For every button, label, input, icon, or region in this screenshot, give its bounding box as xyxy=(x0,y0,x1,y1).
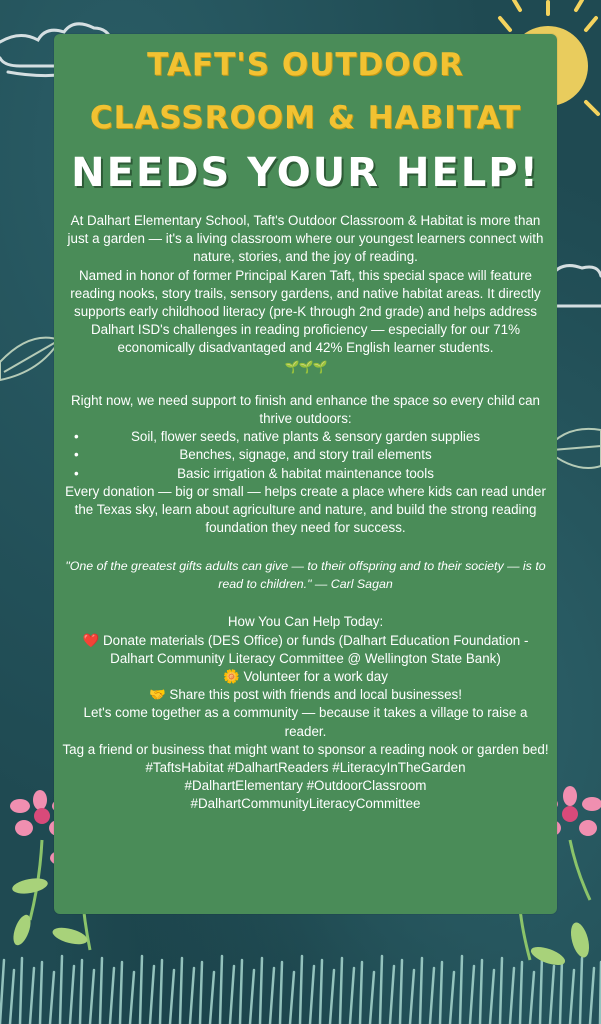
grass-border xyxy=(0,956,601,1024)
help-volunteer: 🌼 Volunteer for a work day xyxy=(223,669,388,685)
list-item: • Soil, flower seeds, native plants & sensory garden supplies xyxy=(62,428,549,446)
hashtags: #TaftsHabitat #DalhartReaders #LiteracyInTheGarden xyxy=(145,760,466,776)
hashtags: #DalhartElementary #OutdoorClassroom xyxy=(184,778,427,794)
leaf-icon xyxy=(0,338,60,380)
list-item: • Benches, signage, and story trail elements xyxy=(62,446,549,464)
intro-paragraph-2: Named in honor of former Principal Karen Taft, this special space will feature reading nooks, story trails, sensory gardens, and native habitat areas. It directly supports early childhood literacy (pre-K through 2nd grade) and helps address Dalhart ISD's challenges in reading proficiency — especially for our 71% economically disadvantaged and 42% English learner students. xyxy=(70,267,541,356)
help-together: Let's come together as a community — because it takes a village to raise a reader. xyxy=(83,705,528,739)
needs-lead: Right now, we need support to finish and enhance the space so every child can thrive outdoors: xyxy=(71,392,540,427)
sprout-divider: 🌱🌱🌱 xyxy=(284,359,327,374)
help-donate: ❤️ Donate materials (DES Office) or funds (Dalhart Education Foundation - Dalhart Community Literacy Committee @ Wellington State Bank) xyxy=(82,632,529,666)
help-tag: Tag a friend or business that might want to sponsor a reading nook or garden bed! xyxy=(62,741,549,757)
help-share: 🤝 Share this post with friends and local businesses! xyxy=(149,687,462,703)
post-body xyxy=(62,212,549,814)
help-heading: How You Can Help Today: xyxy=(227,614,384,630)
quote: "One of the greatest gifts adults can give — to their offspring and to their society — is to read to children." — Carl Sagan xyxy=(65,559,546,592)
list-item: • Basic irrigation & habitat maintenance tools xyxy=(62,465,549,483)
headline-line-2: CLASSROOM & HABITAT xyxy=(89,100,522,136)
needs-closing: Every donation — big or small — helps create a place where kids can read under the Texas sky, learn about agriculture and nature, and build the strong reading foundation they need for success. xyxy=(65,483,546,536)
headline-line-1: TAFT'S OUTDOOR xyxy=(147,47,464,83)
intro-paragraph: At Dalhart Elementary School, Taft's Outdoor Classroom & Habitat is more than just a garden — it's a living classroom where our youngest learners connect with nature, stories, and the joy of reading. xyxy=(67,213,544,265)
needs-list xyxy=(62,428,549,483)
hashtags: #DalhartCommunityLiteracyCommittee xyxy=(190,796,421,812)
headline-line-3: NEEDS YOUR HELP! xyxy=(71,150,540,196)
